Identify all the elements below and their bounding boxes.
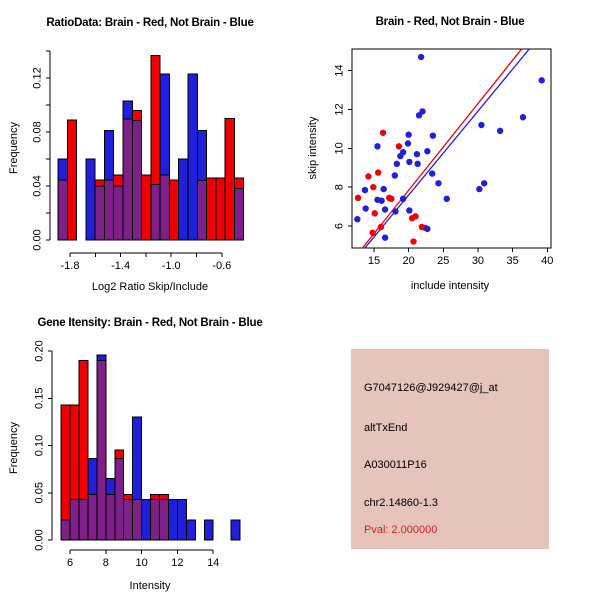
svg-text:-1.4: -1.4 — [111, 260, 131, 272]
svg-text:12: 12 — [171, 557, 184, 569]
svg-text:20: 20 — [402, 255, 415, 267]
scatter-canvas — [300, 0, 600, 300]
ratio-histogram-canvas — [0, 0, 300, 300]
scatter-title: Brain - Red, Not Brain - Blue — [375, 16, 525, 28]
info-line-2: A030011P16 — [364, 459, 427, 471]
gene-hist-title: Gene Itensity: Brain - Red, Not Brain - Blue — [37, 317, 263, 329]
svg-text:-0.6: -0.6 — [212, 260, 232, 272]
gene-info-panel — [351, 349, 549, 549]
svg-text:14: 14 — [333, 64, 346, 77]
svg-text:0.12: 0.12 — [31, 67, 44, 89]
svg-text:0.10: 0.10 — [33, 434, 46, 457]
svg-text:40: 40 — [541, 255, 554, 267]
svg-text:10: 10 — [135, 557, 148, 569]
svg-text:0.00: 0.00 — [33, 529, 46, 551]
gene-hist-xlabel: Intensity — [129, 580, 171, 592]
svg-text:15: 15 — [367, 255, 381, 267]
svg-text:-1.0: -1.0 — [161, 260, 181, 272]
svg-text:6: 6 — [333, 222, 346, 230]
svg-text:8: 8 — [333, 184, 346, 191]
info-line-3: chr2.14860-1.3 — [364, 497, 438, 509]
svg-text:14: 14 — [207, 557, 220, 569]
svg-text:10: 10 — [333, 142, 346, 155]
scatter-xlabel: include intensity — [410, 280, 490, 292]
svg-text:0.15: 0.15 — [33, 387, 46, 409]
gene-histogram-canvas — [0, 300, 300, 600]
svg-text:0.20: 0.20 — [33, 340, 46, 362]
scatter-ylabel: skip intensity — [307, 116, 319, 180]
svg-text:25: 25 — [437, 255, 450, 267]
ratio-hist-xlabel: Log2 Ratio Skip/Include — [91, 281, 209, 293]
svg-text:0.04: 0.04 — [31, 175, 44, 197]
gene-hist-ylabel: Frequency — [8, 422, 20, 474]
svg-text:30: 30 — [471, 255, 485, 267]
svg-text:0.05: 0.05 — [33, 482, 46, 504]
svg-text:6: 6 — [66, 557, 74, 569]
svg-text:0.00: 0.00 — [31, 229, 44, 251]
ratio-hist-title: RatioData: Brain - Red, Not Brain - Blue — [46, 17, 254, 29]
pval-line: Pval: 2.000000 — [364, 524, 438, 536]
svg-text:0.08: 0.08 — [31, 121, 44, 143]
info-line-1: altTxEnd — [364, 422, 408, 434]
svg-text:-1.8: -1.8 — [60, 260, 80, 272]
info-line-0: G7047126@J929427@j_at — [364, 382, 498, 394]
svg-text:8: 8 — [102, 557, 109, 569]
svg-text:12: 12 — [333, 103, 346, 116]
svg-text:35: 35 — [506, 255, 519, 267]
ratio-hist-ylabel: Frequency — [8, 122, 20, 174]
